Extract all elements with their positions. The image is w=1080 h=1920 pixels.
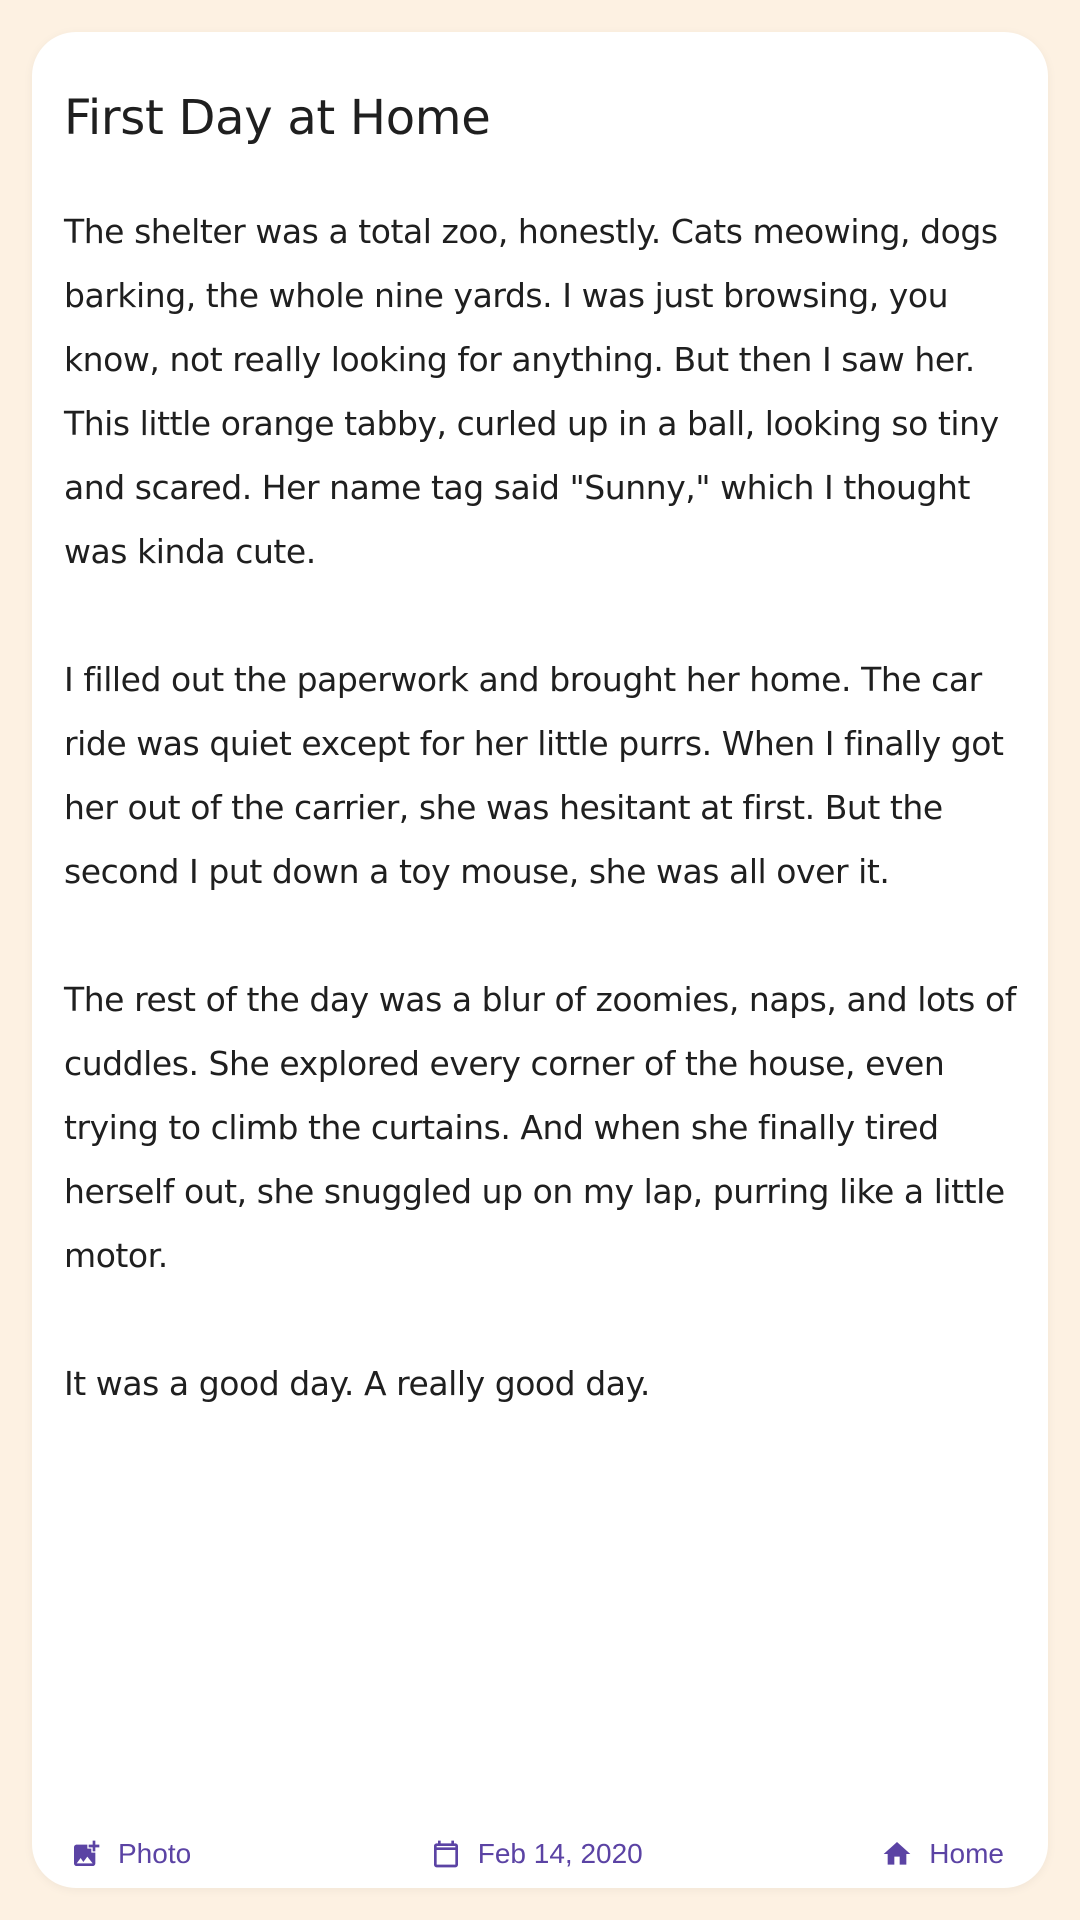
- entry-paragraph: It was a good day. A really good day.: [64, 1364, 650, 1403]
- entry-paragraph: I filled out the paperwork and brought her home. The car ride was quiet except for her little purrs. When I finally got her out of the carrier, she was hesitant at first. But the second I put down a toy mouse, she was all over it.: [64, 660, 1004, 891]
- entry-paragraph: The shelter was a total zoo, honestly. Cats meowing, dogs barking, the whole nine yards. I was just browsing, you know, not really looking for anything. But then I saw her. This little orange tabby, curled up in a ball, looking so tiny and scared. Her name tag said "Sunny," which I thought was kinda cute.: [64, 212, 999, 571]
- calendar-icon: [430, 1838, 462, 1870]
- location-label: Home: [929, 1838, 1004, 1869]
- add-photo-icon: [70, 1838, 102, 1870]
- entry-footer: [70, 1832, 1004, 1876]
- date-button[interactable]: [430, 1838, 643, 1870]
- location-button[interactable]: [881, 1838, 1004, 1870]
- date-label: Feb 14, 2020: [477, 1838, 643, 1869]
- add-photo-label: Photo: [118, 1838, 192, 1869]
- home-icon: [881, 1838, 913, 1870]
- add-photo-button[interactable]: [70, 1838, 191, 1870]
- journal-entry-card: [32, 32, 1048, 1888]
- entry-body[interactable]: [64, 200, 1029, 1480]
- entry-paragraph: The rest of the day was a blur of zoomies, naps, and lots of cuddles. She explored every corner of the house, even trying to climb the curtains. And when she finally tired herself out, she snuggled up on my lap, purring like a little motor.: [64, 980, 1016, 1275]
- entry-title[interactable]: First Day at Home: [64, 90, 491, 146]
